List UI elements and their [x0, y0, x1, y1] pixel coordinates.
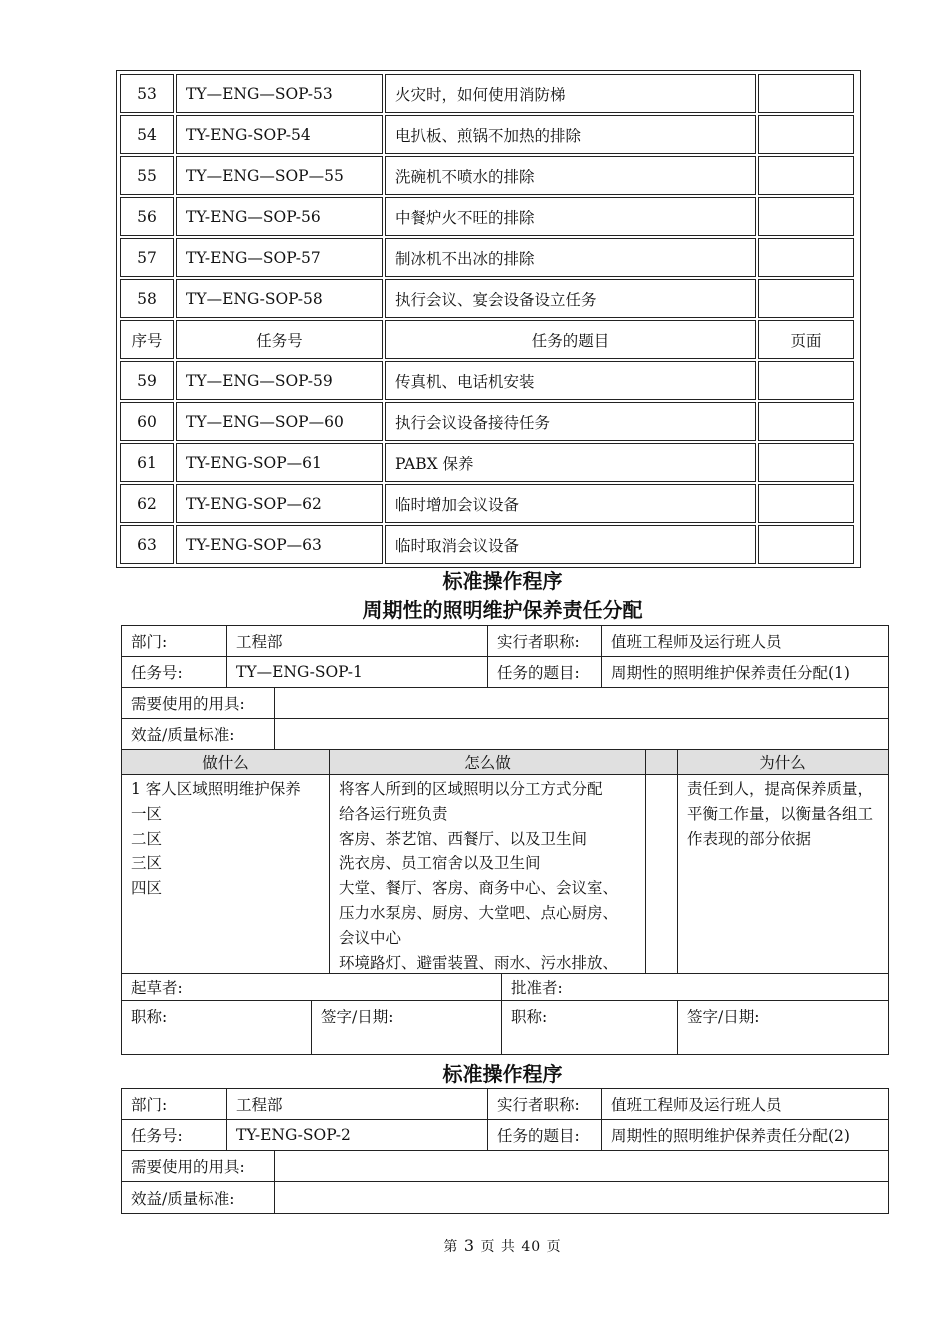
executor-label: 实行者职称:: [488, 1089, 602, 1119]
quality-value: [275, 1182, 887, 1213]
index-no-cell: 61: [120, 443, 174, 482]
index-topic-cell: 洗碗机不喷水的排除: [385, 156, 756, 195]
sop1-form: [121, 625, 889, 1055]
topic-label: 任务的题目:: [488, 1120, 602, 1150]
col-blank: [646, 750, 678, 774]
topic-label: 任务的题目:: [488, 657, 602, 687]
what-line: 1 客人区域照明维护保养: [131, 780, 301, 798]
what-line: 二区: [131, 829, 163, 848]
index-page-cell: [758, 443, 854, 482]
how-line: 将客人所到的区域照明以分工方式分配: [339, 780, 603, 798]
sop1-row-dept: [122, 626, 888, 657]
sop1-title: 标准操作程序: [442, 569, 563, 593]
index-page-cell: [758, 238, 854, 277]
index-no-cell: 63: [120, 525, 174, 564]
what-line: 四区: [131, 879, 163, 898]
sop2-row-task: [122, 1120, 888, 1151]
sop1-drafter-row: [122, 974, 888, 1001]
sop1-sign-row: [122, 1001, 888, 1054]
index-topic-cell: PABX 保养: [385, 443, 756, 482]
index-page-cell: 页面: [758, 320, 854, 359]
index-page-cell: [758, 525, 854, 564]
sop1-column-headers: [122, 750, 888, 775]
approver-label: 批准者:: [511, 979, 563, 997]
index-task-no-cell: TY—ENG—SOP—60: [176, 402, 383, 441]
index-topic-cell: 制冰机不出冰的排除: [385, 238, 756, 277]
index-task-no-cell: TY—ENG-SOP-58: [176, 279, 383, 318]
index-topic-cell: 任务的题目: [385, 320, 756, 359]
task-no-value: TY—ENG-SOP-1: [227, 657, 488, 687]
index-task-no-cell: TY-ENG—SOP-56: [176, 197, 383, 236]
index-task-no-cell: TY—ENG—SOP-59: [176, 361, 383, 400]
index-no-cell: 54: [120, 115, 174, 154]
index-no-cell: 58: [120, 279, 174, 318]
tools-label: 需要使用的用具:: [122, 1151, 275, 1181]
approver-sign-label: 签字/日期:: [687, 1008, 760, 1026]
executor-value: 值班工程师及运行班人员: [611, 1096, 782, 1114]
index-no-cell: 序号: [120, 320, 174, 359]
index-row: [119, 196, 858, 237]
sop1-content-row: [122, 775, 888, 974]
index-no-cell: 55: [120, 156, 174, 195]
what-line: 一区: [131, 804, 163, 823]
index-task-no-cell: TY—ENG—SOP—55: [176, 156, 383, 195]
page-footer: [0, 1236, 950, 1256]
index-topic-cell: 传真机、电话机安装: [385, 361, 756, 400]
task-no-label: 任务号:: [122, 1120, 227, 1150]
index-no-cell: 56: [120, 197, 174, 236]
quality-label: 效益/质量标准:: [122, 1182, 275, 1213]
tools-label: 需要使用的用具:: [122, 688, 275, 718]
index-topic-cell: 火灾时，如何使用消防梯: [385, 74, 756, 113]
index-no-cell: 59: [120, 361, 174, 400]
index-page-cell: [758, 279, 854, 318]
index-no-cell: 60: [120, 402, 174, 441]
index-row: [119, 155, 858, 196]
index-task-no-cell: 任务号: [176, 320, 383, 359]
footer-middle: 页 共: [480, 1239, 516, 1255]
index-topic-cell: 临时增加会议设备: [385, 484, 756, 523]
sop2-row-tools: [122, 1151, 888, 1182]
how-line: 环境路灯、避雷装置、雨水、污水排放、: [339, 953, 619, 972]
how-line: 给各运行班负责: [339, 804, 448, 823]
index-row: [119, 237, 858, 278]
how-lines: [339, 777, 618, 973]
index-page-cell: [758, 402, 854, 441]
index-row: [119, 278, 858, 319]
what-line: 三区: [131, 854, 163, 873]
dept-label: 部门:: [122, 1089, 227, 1119]
index-row: [119, 483, 858, 524]
index-page-cell: [758, 197, 854, 236]
quality-value: [275, 719, 887, 749]
why-line: 责任到人，提高保养质量，平衡工作量，以衡量各组工作表现的部分依据: [687, 780, 874, 848]
how-line: 客房、茶艺馆、西餐厅、以及卫生间: [339, 829, 588, 848]
index-task-no-cell: TY—ENG—SOP-53: [176, 74, 383, 113]
sop1-row-tools: [122, 688, 888, 719]
index-page-cell: [758, 115, 854, 154]
what-cell: [122, 775, 330, 973]
task-no-label: 任务号:: [122, 657, 227, 687]
index-no-cell: 57: [120, 238, 174, 277]
index-topic-cell: 电扒板、煎锅不加热的排除: [385, 115, 756, 154]
footer-prefix: 第: [443, 1239, 459, 1255]
sop1-row-quality: [122, 719, 888, 750]
col-what: 做什么: [122, 750, 330, 774]
index-header-row: [119, 319, 858, 360]
tools-value: [275, 688, 887, 718]
drafter-label: 起草者:: [122, 974, 502, 1000]
footer-page-number: 3: [463, 1236, 475, 1255]
col-why: 为什么: [759, 754, 806, 772]
dept-value: 工程部: [227, 1089, 488, 1119]
index-row: [119, 524, 858, 565]
index-task-no-cell: TY-ENG—SOP-57: [176, 238, 383, 277]
index-topic-cell: 中餐炉火不旺的排除: [385, 197, 756, 236]
topic-value: 周期性的照明维护保养责任分配(2): [611, 1127, 850, 1145]
executor-label: 实行者职称:: [488, 626, 602, 656]
index-page-cell: [758, 484, 854, 523]
blank-cell: [646, 775, 678, 973]
dept-value: 工程部: [227, 626, 488, 656]
index-topic-cell: 执行会议设备接待任务: [385, 402, 756, 441]
index-row: [119, 401, 858, 442]
sop2-row-quality: [122, 1182, 888, 1213]
footer-total-pages: 40: [521, 1239, 542, 1255]
index-page-cell: [758, 74, 854, 113]
index-no-cell: 53: [120, 74, 174, 113]
index-task-no-cell: TY-ENG-SOP-54: [176, 115, 383, 154]
index-row: [119, 73, 858, 114]
how-line: 压力水泵房、厨房、大堂吧、点心厨房、: [339, 903, 619, 922]
what-lines: [131, 777, 301, 901]
index-page-cell: [758, 361, 854, 400]
approver-title-label: 职称:: [502, 1001, 678, 1054]
drafter-sign-label: 签字/日期:: [312, 1001, 502, 1054]
index-row: [119, 114, 858, 155]
index-row: [119, 360, 858, 401]
index-task-no-cell: TY-ENG-SOP—62: [176, 484, 383, 523]
index-topic-cell: 执行会议、宴会设备设立任务: [385, 279, 756, 318]
sop2-row-dept: [122, 1089, 888, 1120]
dept-label: 部门:: [122, 626, 227, 656]
topic-value: 周期性的照明维护保养责任分配(1): [611, 664, 850, 682]
index-topic-cell: 临时取消会议设备: [385, 525, 756, 564]
drafter-title-label: 职称:: [122, 1001, 312, 1054]
sop1-subtitle: 周期性的照明维护保养责任分配: [362, 598, 643, 622]
how-line: 大堂、餐厅、客房、商务中心、会议室、: [339, 879, 619, 898]
how-cell: [330, 775, 646, 973]
executor-value: 值班工程师及运行班人员: [611, 633, 782, 651]
footer-suffix: 页: [546, 1239, 562, 1255]
quality-label: 效益/质量标准:: [122, 719, 275, 749]
how-line: 会议中心: [339, 928, 402, 947]
tools-value: [275, 1151, 887, 1181]
task-index-table: [116, 70, 861, 568]
how-line: 洗衣房、员工宿舍以及卫生间: [339, 854, 541, 873]
index-task-no-cell: TY-ENG-SOP—61: [176, 443, 383, 482]
index-page-cell: [758, 156, 854, 195]
sop1-row-task: [122, 657, 888, 688]
why-lines: [687, 777, 883, 851]
index-task-no-cell: TY-ENG-SOP—63: [176, 525, 383, 564]
index-row: [119, 442, 858, 483]
sop2-title: 标准操作程序: [442, 1062, 563, 1086]
task-no-value: TY-ENG-SOP-2: [227, 1120, 488, 1150]
sop2-form: [121, 1088, 889, 1214]
col-how: 怎么做: [330, 750, 646, 774]
why-cell: [678, 775, 887, 973]
index-no-cell: 62: [120, 484, 174, 523]
